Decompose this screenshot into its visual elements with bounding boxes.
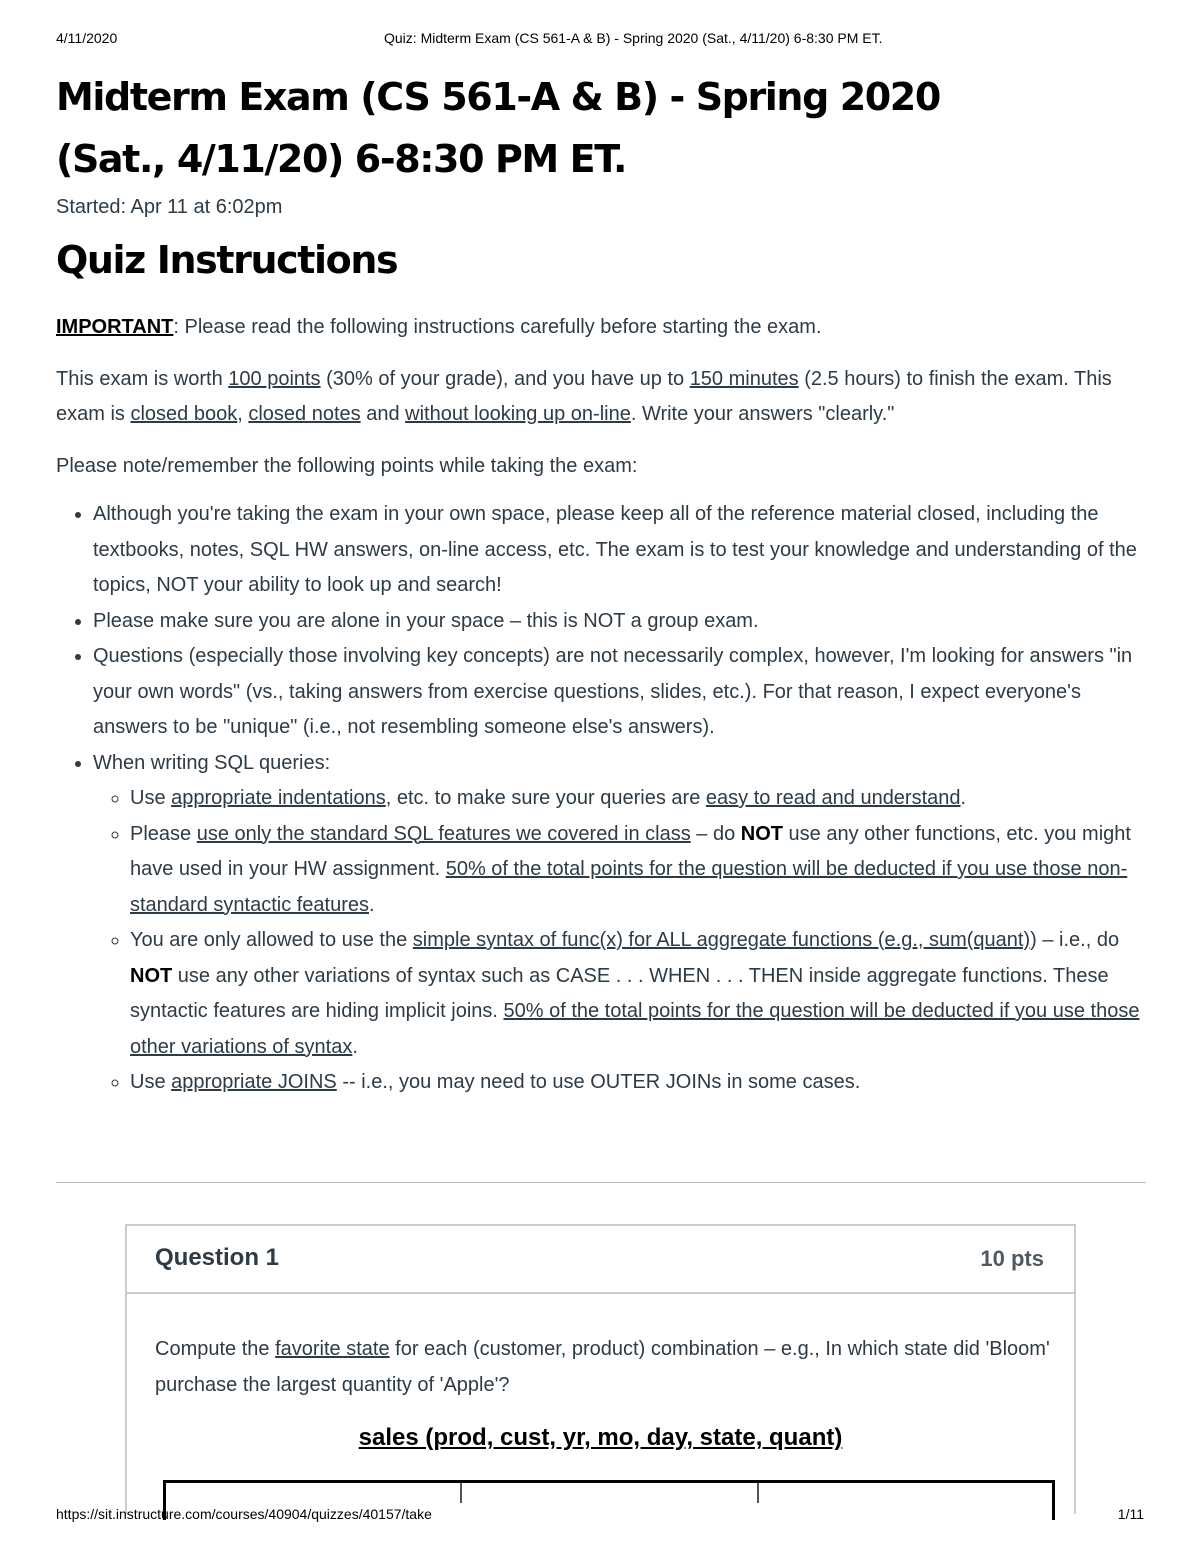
text: This exam is worth [56,367,229,390]
text: -- i.e., you may need to use OUTER JOINs in some cases. [336,1071,861,1093]
online-emphasis: without looking up on-line [405,403,631,425]
instructions-heading: Quiz Instructions [56,238,398,282]
list-item: • Although you're taking the exam in your own space, please keep all of the reference material closed, including the textbooks, notes, SQL HW answers, on-line access, etc. The exam is to test your knowledge and understanding of the topics, NOT your ability to look up and search! [93,497,1146,604]
note-paragraph: Please note/remember the following points while taking the exam: [56,454,638,477]
sql-rules-list [93,781,1146,1101]
page-number: 1/11 [1117,1506,1144,1522]
emphasis: 50% of the total points for the question will be deducted if you use those other variations of syntax [130,1000,1140,1058]
print-date: 4/11/2020 [56,30,118,46]
closed-notes-emphasis: closed notes [248,403,361,425]
text: use any other functions, etc. you might have used in your HW assignment. [130,822,1131,880]
list-item: • Questions (especially those involving key concepts) are not necessarily complex, however, I'm looking for answers "in your own words" (vs., taking answers from exercise questions, slides, etc.). For that reason, I expect everyone's answers to be "unique" (i.e., not resembling someone else's answers). [93,639,1146,746]
text: Use [130,787,172,809]
list-item [93,746,1146,1101]
emphasis: 50% of the total points for the question will be deducted if you use those non-standard syntactic features [130,858,1128,916]
important-label: IMPORTANT [56,316,174,338]
text: , [237,403,249,425]
text: and [360,403,406,425]
exam-worth-paragraph [56,362,1146,433]
text: use any other variations of syntax such as CASE . . . WHEN . . . THEN inside aggregate functions. These syntactic features are hiding implicit joins. [130,964,1109,1022]
table-schema: sales (prod, cust, yr, mo, day, state, quant) [358,1424,843,1451]
points-emphasis: 100 points [228,367,321,390]
text: . [352,1035,358,1058]
instructions-body [56,310,1146,1101]
emphasis: appropriate indentations [171,787,386,809]
text: (30% of your grade), and you have up to [320,367,690,390]
question-title: Question 1 [155,1244,280,1271]
started-timestamp: Started: Apr 11 at 6:02pm [56,196,283,218]
text: . [960,787,967,809]
important-text: : Please read the following instructions carefully before starting the exam. [173,316,822,338]
text: for each (customer, product) combination – e.g., In which state did 'Bloom' purchase the largest quantity of 'Apple'? [155,1338,1050,1396]
text: (2.5 hours) to finish the exam. This exam is [56,367,1112,425]
list-item [130,817,1146,924]
question-text [155,1332,1055,1403]
question-card [125,1224,1076,1514]
sql-queries-label: When writing SQL queries: [93,751,331,774]
question-points: 10 pts [980,1246,1044,1271]
list-item [130,781,1146,817]
question-header [127,1226,1074,1294]
text: . [369,893,375,916]
table-column-divider [460,1483,462,1503]
emphasis: use only the standard SQL features we covered in class [196,822,691,845]
list-item: • Please make sure you are alone in your space – this is NOT a group exam. [93,604,1146,640]
emphasis: easy to read and understand [705,787,961,809]
list-item [130,1065,1146,1101]
important-paragraph [56,310,1146,346]
text: – do [690,822,741,845]
text: , etc. to make sure your queries are [385,787,706,809]
emphasis: simple syntax of func(x) for ALL aggregate functions (e.g., sum(quant) [412,929,1031,951]
closed-book-emphasis: closed book [130,403,238,425]
emphasis: favorite state [275,1338,390,1360]
print-footer-url: https://sit.instructure.com/courses/40904/quizzes/40157/take [56,1506,432,1522]
text: ) – i.e., do [1030,929,1120,951]
print-header-title: Quiz: Midterm Exam (CS 561-A & B) - Spring 2020 (Sat., 4/11/20) 6-8:30 PM ET. [384,30,883,46]
text: Please [130,822,197,845]
page-title: Midterm Exam (CS 561-A & B) - Spring 2020 (Sat., 4/11/20) 6-8:30 PM ET. [56,75,940,181]
bold-not: NOT [130,964,173,987]
section-divider [56,1182,1146,1183]
text: You are only allowed to use the [130,929,413,951]
minutes-emphasis: 150 minutes [689,367,799,390]
text: Compute the [155,1338,276,1360]
text: Use [130,1071,172,1093]
instruction-list [56,497,1146,1101]
bold-not: NOT [740,822,783,845]
list-item [130,923,1146,1065]
emphasis: appropriate JOINS [171,1071,337,1093]
table-column-divider [757,1483,759,1503]
text: . Write your answers "clearly." [630,403,895,425]
